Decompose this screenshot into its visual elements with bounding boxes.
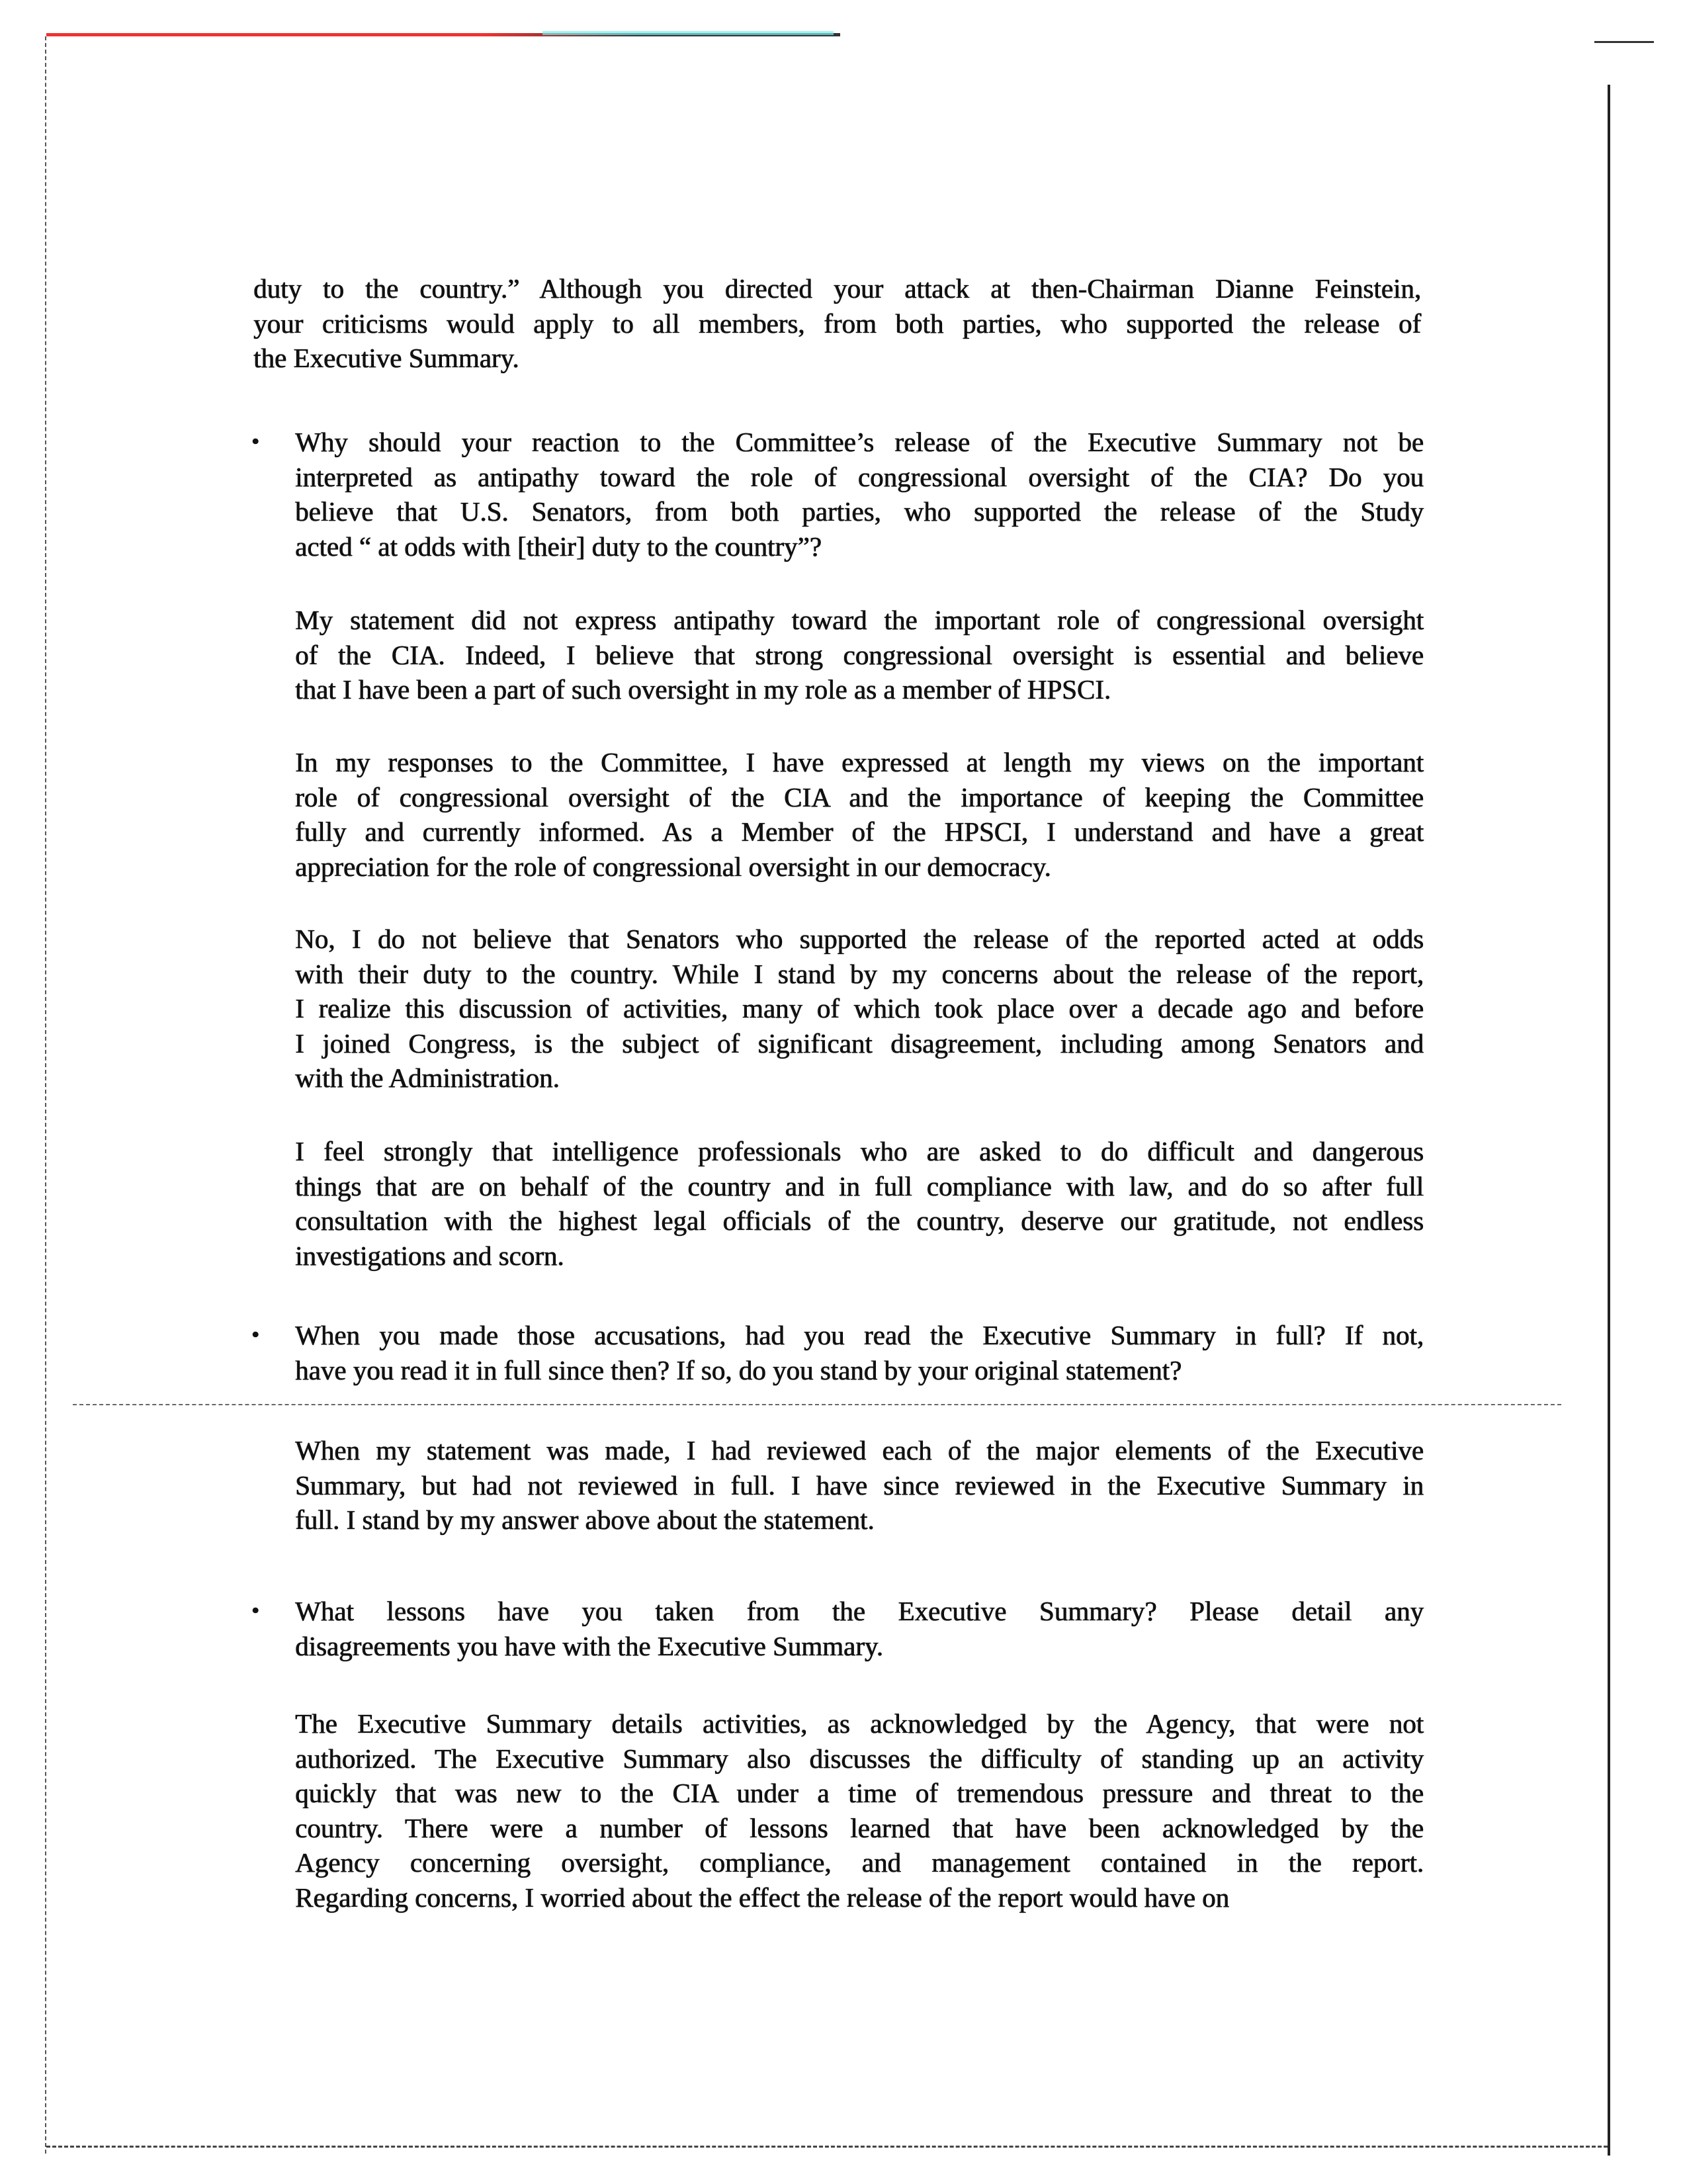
text-line: quickly that was new to the CIA under a time of tremendous pressure and threat to the bbox=[295, 1778, 1424, 1809]
text-line: role of congressional oversight of the CIA and the importance of keeping the Committee bbox=[295, 781, 1424, 812]
bullet-icon: • bbox=[251, 429, 259, 454]
text-line: that I have been a part of such oversight in my role as a member of HPSCI. bbox=[295, 674, 1111, 705]
text-line: Why should your reaction to the Committee’s release of the Executive Summary not be bbox=[295, 427, 1424, 457]
scan-edge-left bbox=[45, 36, 46, 2154]
bullet-icon: • bbox=[251, 1323, 259, 1347]
question-item bbox=[251, 1594, 1424, 1663]
text-line: I feel strongly that intelligence professionals who are asked to do difficult and dangerous bbox=[295, 1136, 1424, 1166]
text-line: believe that U.S. Senators, from both parties, who supported the release of the Study bbox=[295, 496, 1424, 527]
scan-fold-line bbox=[73, 1404, 1561, 1405]
scan-edge-top-tint bbox=[542, 31, 834, 35]
answer-paragraph bbox=[295, 745, 1424, 884]
bullet-icon: • bbox=[251, 1598, 259, 1623]
text-line: I realize this discussion of activities, many of which took place over a decade ago and before bbox=[295, 993, 1424, 1024]
answer-paragraph bbox=[295, 1433, 1424, 1538]
answer-paragraph bbox=[295, 1134, 1424, 1273]
text-line: things that are on behalf of the country and in full compliance with law, and do so after full bbox=[295, 1170, 1424, 1201]
text-line: duty to the country.” Although you directed your attack at then-Chairman Dianne Feinstein, bbox=[253, 273, 1421, 304]
text-line: consultation with the highest legal officials of the country, deserve our gratitude, not endless bbox=[295, 1205, 1424, 1237]
scan-edge-top-right bbox=[1594, 41, 1654, 43]
question-item bbox=[251, 425, 1424, 564]
text-line: fully and currently informed. As a Member of the HPSCI, I understand and have a great bbox=[295, 816, 1424, 848]
text-line: disagreements you have with the Executive Summary. bbox=[295, 1630, 883, 1661]
text-line: country. There were a number of lessons learned that have been acknowledged by the bbox=[295, 1812, 1424, 1843]
text-line: of the CIA. Indeed, I believe that strong congressional oversight is essential and believe bbox=[295, 639, 1424, 670]
text-line: What lessons have you taken from the Executive Summary? Please detail any bbox=[295, 1596, 1424, 1626]
text-line: When my statement was made, I had reviewed each of the major elements of the Executive bbox=[295, 1435, 1424, 1465]
text-line: your criticisms would apply to all members, from both parties, who supported the release of bbox=[253, 308, 1421, 339]
text-line: Agency concerning oversight, compliance, and management contained in the report. bbox=[295, 1847, 1424, 1878]
text-line: with their duty to the country. While I stand by my concerns about the release of the report, bbox=[295, 958, 1424, 989]
text-line: full. I stand by my answer above about the statement. bbox=[295, 1505, 875, 1536]
text-line: with the Administration. bbox=[295, 1063, 560, 1094]
text-line: Regarding concerns, I worried about the effect the release of the report would have on bbox=[295, 1882, 1230, 1913]
answer-paragraph bbox=[295, 1706, 1424, 1915]
body-paragraph bbox=[253, 271, 1421, 376]
text-line: authorized. The Executive Summary also discusses the difficulty of standing up an activity bbox=[295, 1743, 1424, 1774]
text-line: investigations and scorn. bbox=[295, 1240, 564, 1271]
text-line: My statement did not express antipathy toward the important role of congressional oversight bbox=[295, 605, 1424, 635]
text-line: Summary, but had not reviewed in full. I have since reviewed in the Executive Summary in bbox=[295, 1469, 1424, 1501]
text-line: acted “ at odds with [their] duty to the country”? bbox=[295, 531, 822, 562]
text-line: The Executive Summary details activities, as acknowledged by the Agency, that were not bbox=[295, 1708, 1424, 1739]
text-line: When you made those accusations, had you read the Executive Summary in full? If not, bbox=[295, 1320, 1424, 1350]
question-item bbox=[251, 1318, 1424, 1387]
answer-paragraph bbox=[295, 922, 1424, 1096]
text-line: have you read it in full since then? If so, do you stand by your original statement? bbox=[295, 1354, 1182, 1385]
text-line: No, I do not believe that Senators who supported the release of the reported acted at odds bbox=[295, 924, 1424, 954]
text-line: In my responses to the Committee, I have expressed at length my views on the important bbox=[295, 747, 1424, 777]
text-line: appreciation for the role of congressional oversight in our democracy. bbox=[295, 851, 1051, 882]
text-line: I joined Congress, is the subject of significant disagreement, including among Senators and bbox=[295, 1027, 1424, 1059]
scan-edge-right bbox=[1608, 85, 1610, 2156]
text-line: interpreted as antipathy toward the role of congressional oversight of the CIA? Do you bbox=[295, 461, 1424, 492]
scan-edge-bottom bbox=[46, 2146, 1608, 2148]
answer-paragraph bbox=[295, 603, 1424, 707]
text-line: the Executive Summary. bbox=[253, 343, 519, 374]
